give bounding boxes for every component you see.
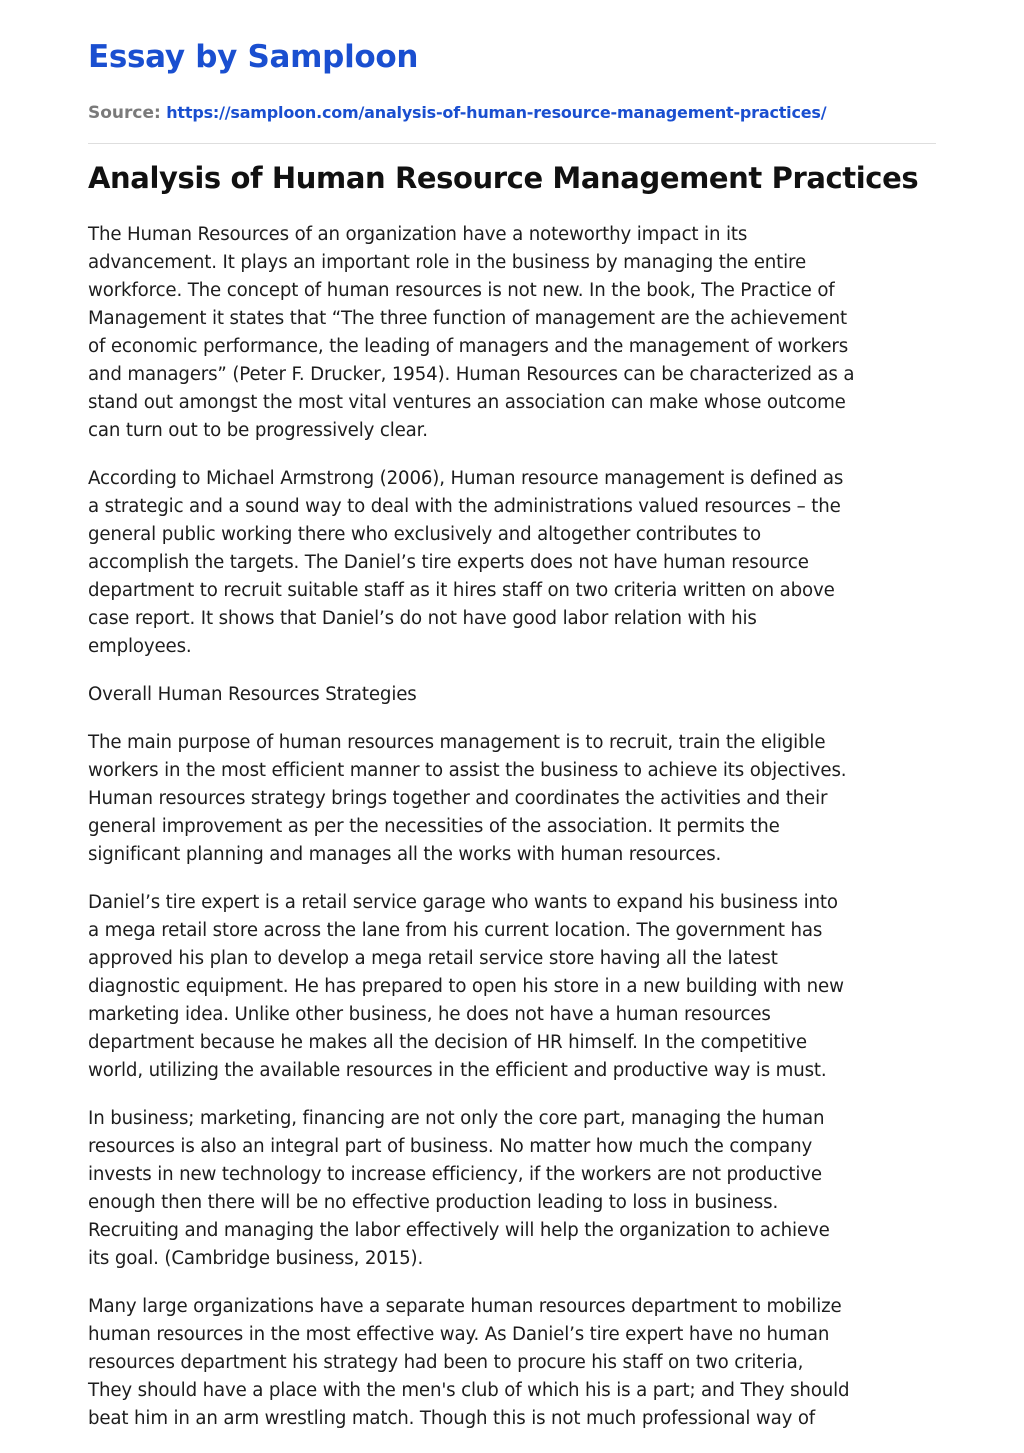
essay-title: Analysis of Human Resource Management Practices (88, 161, 919, 195)
text-line: department to recruit suitable staff as it hires staff on two criteria written on above (88, 580, 835, 601)
text-line: resources department his strategy had been to procure his staff on two criteria, (88, 1352, 804, 1373)
paragraph (88, 465, 936, 661)
text-line: beat him in an arm wrestling match. Though this is not much professional way of (88, 1408, 816, 1429)
header-divider (88, 143, 936, 144)
text-line: and managers” (Peter F. Drucker, 1954). Human Resources can be characterized as a (88, 364, 855, 385)
text-line: marketing idea. Unlike other business, he does not have a human resources (88, 1004, 771, 1025)
text-line: case report. It shows that Daniel’s do not have good labor relation with his (88, 608, 757, 629)
text-line: a strategic and a sound way to deal with the administrations valued resources – the (88, 496, 841, 517)
text-line: Daniel’s tire expert is a retail service garage who wants to expand his business into (88, 892, 838, 913)
text-line: The main purpose of human resources management is to recruit, train the eligible (88, 732, 826, 753)
text-line: The Human Resources of an organization have a noteworthy impact in its (88, 224, 748, 245)
text-line: resources is also an integral part of business. No matter how much the company (88, 1136, 813, 1157)
text-line: approved his plan to develop a mega retail service store having all the latest (88, 948, 778, 969)
text-line: Management it states that “The three function of management are the achievement (88, 308, 847, 329)
text-line: can turn out to be progressively clear. (88, 420, 428, 441)
source-line (88, 102, 936, 124)
source-label: Source: (88, 103, 161, 123)
text-line: its goal. (Cambridge business, 2015). (88, 1248, 424, 1269)
text-line: significant planning and manages all the works with human resources. (88, 844, 722, 865)
text-line: world, utilizing the available resources in the efficient and productive way is must. (88, 1060, 827, 1081)
source-link[interactable]: https://samploon.com/analysis-of-human-resource-management-practices/ (166, 103, 827, 122)
text-line: general improvement as per the necessities of the association. It permits the (88, 816, 780, 837)
text-line: In business; marketing, financing are not only the core part, managing the human (88, 1108, 825, 1129)
text-line: general public working there who exclusively and altogether contributes to (88, 524, 761, 545)
text-line: a mega retail store across the lane from his current location. The government has (88, 920, 823, 941)
text-line: human resources in the most effective way. As Daniel’s tire expert have no human (88, 1324, 830, 1345)
text-line: accomplish the targets. The Daniel’s tire experts does not have human resource (88, 552, 809, 573)
text-line: enough then there will be no effective production leading to loss in business. (88, 1192, 779, 1213)
paragraph (88, 221, 936, 445)
paragraph (88, 1293, 936, 1433)
text-line: Recruiting and managing the labor effectively will help the organization to achieve (88, 1220, 830, 1241)
text-line: workforce. The concept of human resources is not new. In the book, The Practice of (88, 280, 835, 301)
text-line: workers in the most efficient manner to assist the business to achieve its objectives. (88, 760, 847, 781)
text-line: stand out amongst the most vital ventures an association can make whose outcome (88, 392, 846, 413)
text-line: of economic performance, the leading of managers and the management of workers (88, 336, 849, 357)
essay-page (88, 0, 936, 1453)
text-line: Human resources strategy brings together and coordinates the activities and their (88, 788, 828, 809)
paragraph (88, 729, 936, 869)
text-line: advancement. It plays an important role in the business by managing the entire (88, 252, 807, 273)
text-line: Many large organizations have a separate human resources department to mobilize (88, 1296, 842, 1317)
text-line: department because he makes all the decision of HR himself. In the competitive (88, 1032, 807, 1053)
paragraph (88, 1105, 936, 1273)
text-line: According to Michael Armstrong (2006), Human resource management is defined as (88, 468, 844, 489)
text-line: They should have a place with the men's club of which his is a part; and They should (88, 1380, 850, 1401)
brand-title: Essay by Samploon (88, 39, 419, 75)
section-subheading: Overall Human Resources Strategies (88, 684, 417, 705)
paragraph (88, 889, 936, 1085)
text-line: employees. (88, 636, 192, 657)
text-line: invests in new technology to increase efficiency, if the workers are not productive (88, 1164, 822, 1185)
essay-body (88, 221, 936, 1433)
text-line: diagnostic equipment. He has prepared to open his store in a new building with new (88, 976, 844, 997)
